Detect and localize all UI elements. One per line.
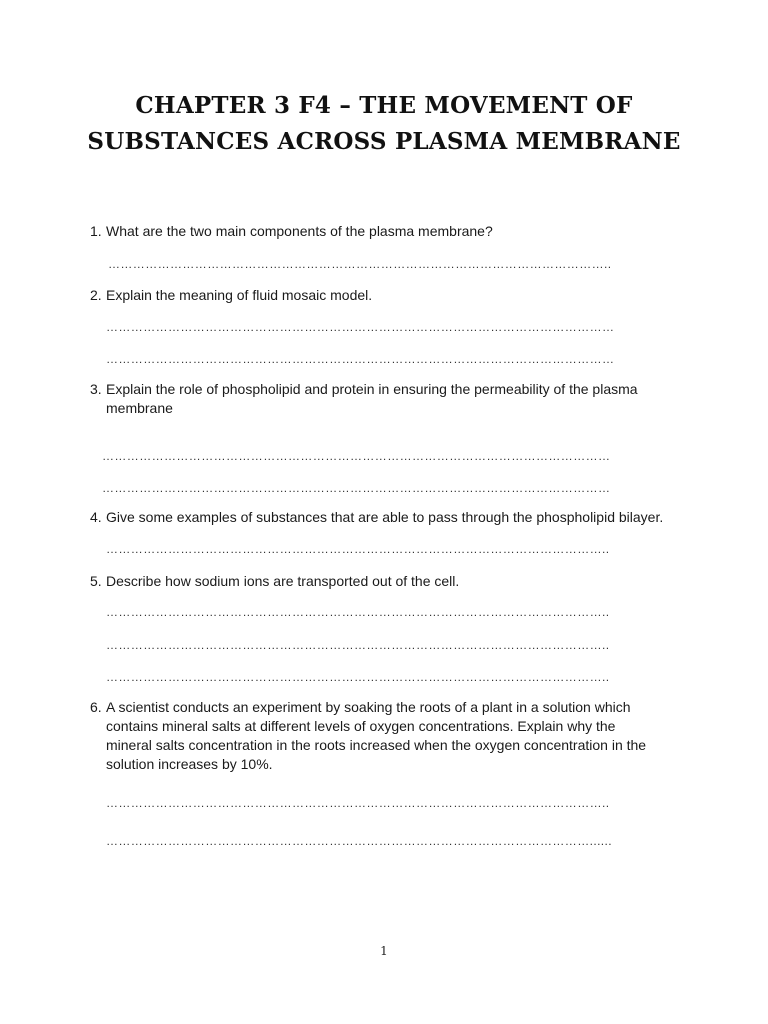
question-text: Explain the meaning of fluid mosaic model.: [106, 287, 373, 303]
answer-line[interactable]: ………………………………………………………………………………………………………......: [106, 835, 613, 847]
question-6: [90, 698, 690, 774]
worksheet-title: [0, 88, 768, 160]
question-5: [90, 572, 690, 591]
question-text: Describe how sodium ions are transported out of the cell.: [106, 573, 460, 589]
title-line-2: SUBSTANCES ACROSS PLASMA MEMBRANE: [87, 128, 681, 155]
page-number: 1: [380, 944, 388, 958]
question-text: A scientist conducts an experiment by soaking the roots of a plant in a solution which contains mineral salts at different levels of oxygen concentrations. Explain why the mineral salts concentration in the roots increased when the oxygen concentration in the solution increases by 10%.: [106, 699, 647, 772]
question-number: 4.: [90, 509, 102, 525]
question-number: 3.: [90, 381, 102, 397]
title-line-1: CHAPTER 3 F4 – THE MOVEMENT OF: [135, 92, 633, 119]
answer-line[interactable]: …………………………………………………………………………………………………………..: [108, 258, 612, 270]
answer-line[interactable]: …………………………………………………………………………………………………………..: [106, 639, 610, 651]
question-number: 1.: [90, 223, 102, 239]
question-number: 5.: [90, 573, 102, 589]
answer-line[interactable]: ……………………………………………………………………………………………………………: [106, 321, 615, 333]
question-4: [90, 508, 690, 527]
question-text: Give some examples of substances that are able to pass through the phospholipid bilayer.: [106, 509, 664, 525]
answer-line[interactable]: ……………………………………………………………………………………………………………: [102, 482, 611, 494]
question-number: 2.: [90, 287, 102, 303]
answer-line[interactable]: …………………………………………………………………………………………………………..: [106, 543, 610, 555]
question-text: Explain the role of phospholipid and protein in ensuring the permeability of the plasma membrane: [106, 381, 638, 416]
answer-line[interactable]: …………………………………………………………………………………………………………..: [106, 606, 610, 618]
answer-line[interactable]: …………………………………………………………………………………………………………..: [106, 671, 610, 683]
answer-line[interactable]: ……………………………………………………………………………………………………………: [106, 353, 615, 365]
question-1: [90, 222, 690, 241]
question-text: What are the two main components of the plasma membrane?: [106, 223, 493, 239]
question-3: [90, 380, 690, 418]
question-number: 6.: [90, 699, 102, 715]
answer-line[interactable]: ……………………………………………………………………………………………………………: [102, 450, 611, 462]
question-2: [90, 286, 690, 305]
answer-line[interactable]: …………………………………………………………………………………………………………..: [106, 797, 610, 809]
